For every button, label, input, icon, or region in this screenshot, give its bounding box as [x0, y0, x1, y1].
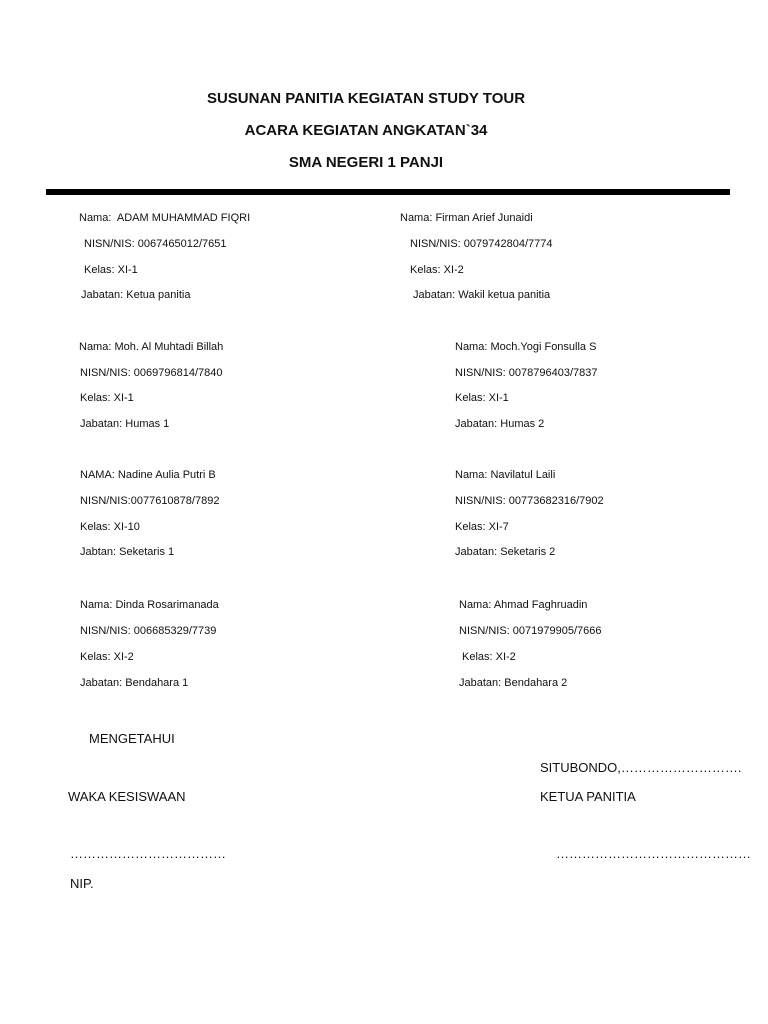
member-kelas: Kelas: XI-2 [410, 264, 464, 276]
member-name: Nama: Ahmad Faghruadin [459, 599, 588, 611]
member-kelas: Kelas: XI-2 [80, 651, 134, 663]
member-jabatan: Jabatan: Bendahara 1 [80, 677, 189, 689]
member-jabatan: Jabatan: Humas 1 [80, 418, 170, 430]
member-kelas: Kelas: XI-2 [462, 651, 516, 663]
member-kelas: Kelas: XI-1 [84, 264, 138, 276]
member-nisn: NISN/NIS: 0069796814/7840 [80, 367, 223, 379]
member-kelas: Kelas: XI-1 [455, 392, 509, 404]
waka-signature-line: ……………………………… [70, 846, 226, 861]
member-name: Nama: Moch.Yogi Fonsulla S [455, 341, 597, 353]
member-jabatan: Jabatan: Bendahara 2 [459, 677, 568, 689]
ketua-signature-line: ……………………………………… [556, 846, 751, 861]
place-date-line: SITUBONDO,………………………. [540, 760, 742, 775]
waka-kesiswaan-label: WAKA KESISWAAN [68, 789, 186, 804]
member-nisn: NISN/NIS: 006685329/7739 [80, 625, 217, 637]
member-jabatan: Jabatan: Humas 2 [455, 418, 545, 430]
header-divider [46, 189, 730, 195]
member-nisn: NISN/NIS: 0079742804/7774 [410, 238, 553, 250]
nip-label: NIP. [70, 876, 94, 891]
member-jabatan: Jabatan: Wakil ketua panitia [413, 289, 551, 301]
member-nisn: NISN/NIS:0077610878/7892 [80, 495, 220, 507]
member-jabatan: Jabatan: Seketaris 2 [455, 546, 556, 558]
mengetahui-label: MENGETAHUI [89, 731, 175, 746]
member-jabatan: Jabtan: Seketaris 1 [80, 546, 175, 558]
document-subtitle-school: SMA NEGERI 1 PANJI [288, 154, 444, 171]
member-nisn: NISN/NIS: 0067465012/7651 [84, 238, 227, 250]
member-kelas: Kelas: XI-7 [455, 521, 509, 533]
member-name: Nama: Moh. Al Muhtadi Billah [79, 341, 224, 353]
member-name: NAMA: Nadine Aulia Putri B [80, 469, 216, 481]
member-kelas: Kelas: XI-10 [80, 521, 140, 533]
member-kelas: Kelas: XI-1 [80, 392, 134, 404]
member-name: Nama: Dinda Rosarimanada [80, 599, 219, 611]
member-nisn: NISN/NIS: 00773682316/7902 [455, 495, 604, 507]
member-name: Nama: Navilatul Laili [455, 469, 556, 481]
member-name: Nama: Firman Arief Junaidi [400, 212, 533, 224]
member-nisn: NISN/NIS: 0071979905/7666 [459, 625, 602, 637]
document-title: SUSUNAN PANITIA KEGIATAN STUDY TOUR [206, 90, 526, 107]
member-jabatan: Jabatan: Ketua panitia [81, 289, 191, 301]
ketua-panitia-label: KETUA PANITIA [540, 789, 636, 804]
member-nisn: NISN/NIS: 0078796403/7837 [455, 367, 598, 379]
member-name: Nama: ADAM MUHAMMAD FIQRI [79, 212, 251, 224]
document-subtitle-event: ACARA KEGIATAN ANGKATAN`34 [244, 122, 488, 139]
